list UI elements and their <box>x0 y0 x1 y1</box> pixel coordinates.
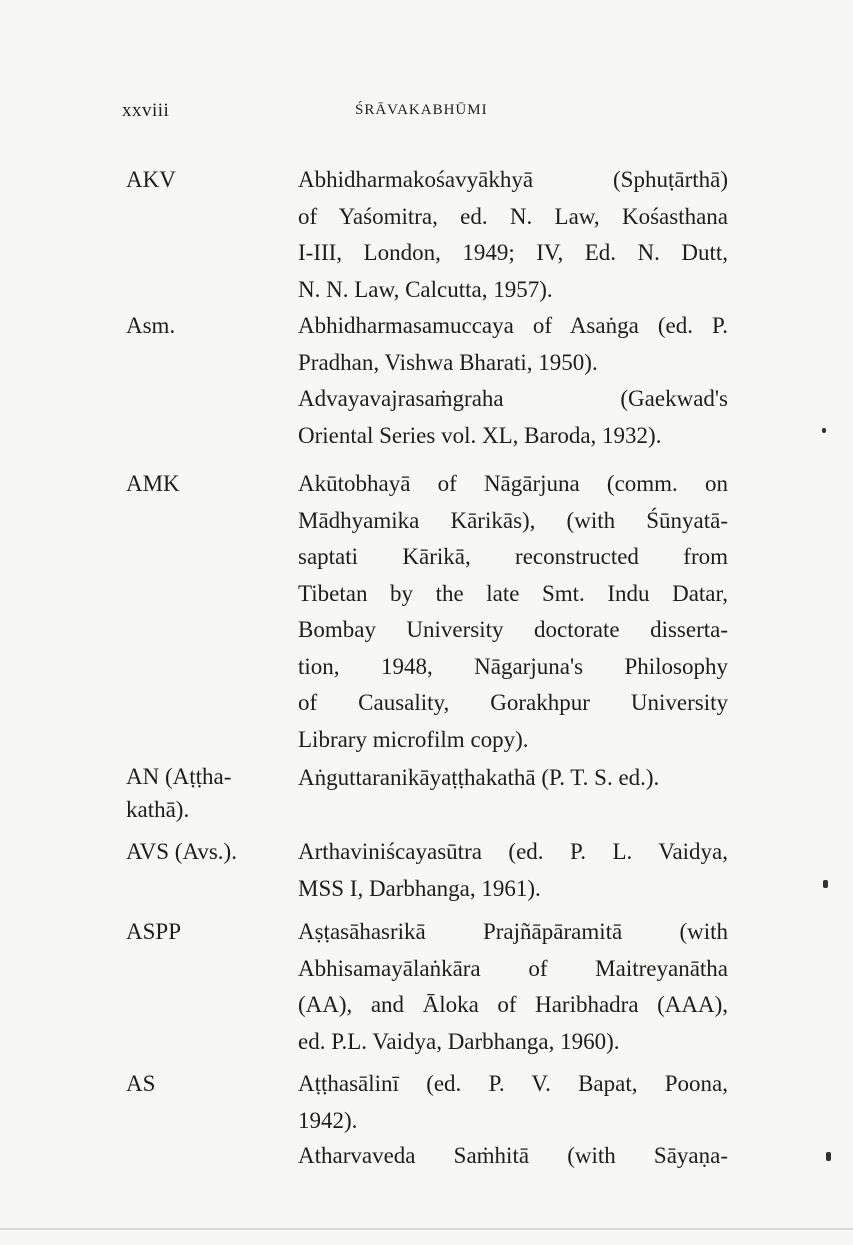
definition-line: ed. P.L. Vaidya, Darbhanga, 1960). <box>298 1028 620 1054</box>
definition-line: Arthaviniścayasūtra (ed. P. L. Vaidya, <box>298 839 728 864</box>
running-title: ŚRĀVAKABHŪMI <box>355 102 488 118</box>
definition-line: Abhidharmakośavyākhyā (Sphuṭārthā) <box>298 167 728 192</box>
definition-line: 1942). <box>298 1107 358 1133</box>
definition-line: N. N. Law, Calcutta, 1957). <box>298 276 553 302</box>
definition-line: Aṣṭasāhasrikā Prajñāpāramitā (with <box>298 919 728 944</box>
definition-line: Aṭṭhasālinī (ed. P. V. Bapat, Poona, <box>298 1071 728 1096</box>
definition-line: I-III, London, 1949; IV, Ed. N. Dutt, <box>298 240 728 265</box>
definition-line: Akūtobhayā of Nāgārjuna (comm. on <box>298 471 728 496</box>
definition-line: saptati Kārikā, reconstructed from <box>298 544 728 569</box>
definition-line: of Causality, Gorakhpur University <box>298 690 728 715</box>
entry-definition <box>298 914 728 1060</box>
definition-line: Mādhyamika Kārikās), (with Śūnyatā- <box>298 507 728 533</box>
scan-speck <box>823 880 828 888</box>
scan-speck <box>822 428 826 433</box>
scan-speck <box>826 1152 831 1161</box>
abbreviation: AMK <box>126 471 180 496</box>
entry-definition <box>298 162 728 308</box>
entry-definition <box>298 760 728 797</box>
definition-line: Oriental Series vol. XL, Baroda, 1932). <box>298 422 662 448</box>
entry-definition <box>298 834 728 907</box>
definition-line: Abhisamayālaṅkāra of Maitreyanātha <box>298 955 728 981</box>
abbreviation: AKV <box>126 167 176 192</box>
definition-line: Advayavajrasaṁgraha (Gaekwad's <box>298 386 728 411</box>
page-number: xxviii <box>122 100 170 121</box>
definition-line: Pradhan, Vishwa Bharati, 1950). <box>298 349 598 375</box>
definition-line: (AA), and Āloka of Haribhadra (AAA), <box>298 992 728 1017</box>
page-header <box>0 100 853 130</box>
entry-definition <box>298 466 728 758</box>
abbreviation: Asm. <box>126 313 176 338</box>
abbreviation: AS <box>126 1071 156 1096</box>
definition-line: Bombay University doctorate disserta- <box>298 617 728 642</box>
definition-line: Atharvaveda Saṁhitā (with Sāyaṇa- <box>298 1143 728 1168</box>
entry-definition <box>298 381 728 454</box>
definition-line: Aṅguttaranikāyaṭṭhakathā (P. T. S. ed.). <box>298 765 660 790</box>
entry-definition <box>298 308 728 381</box>
definition-line: Library microfilm copy). <box>298 726 529 752</box>
abbreviation: AVS (Avs.). <box>126 839 237 864</box>
definition-line: of Yaśomitra, ed. N. Law, Kośasthana <box>298 203 728 229</box>
scan-edge-line <box>0 1228 853 1230</box>
definition-line: MSS I, Darbhanga, 1961). <box>298 875 541 901</box>
abbreviation: ASPP <box>126 919 181 944</box>
entry-definition <box>298 1066 728 1139</box>
entry-definition <box>298 1138 728 1175</box>
definition-line: Abhidharmasamuccaya of Asaṅga (ed. P. <box>298 313 728 338</box>
abbreviation: AN (Aṭṭha- kathā). <box>126 764 232 822</box>
definition-line: Tibetan by the late Smt. Indu Datar, <box>298 580 728 606</box>
definition-line: tion, 1948, Nāgarjuna's Philosophy <box>298 653 728 679</box>
